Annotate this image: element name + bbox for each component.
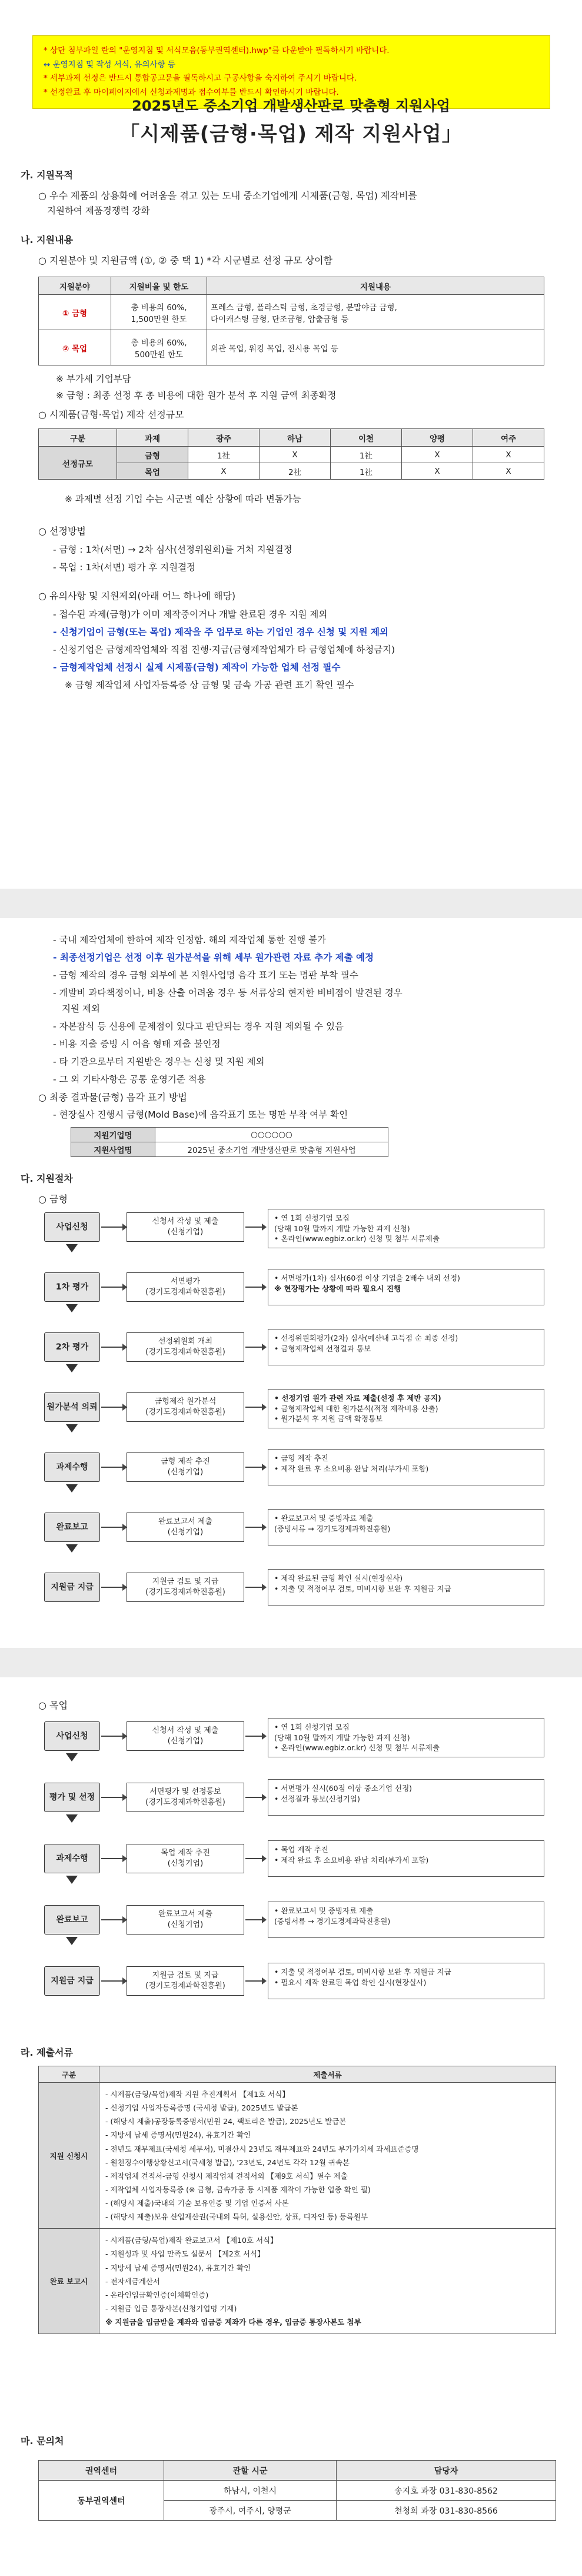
down-arrow — [66, 1364, 78, 1372]
flow-step: 지원금 지급 — [44, 1573, 100, 1602]
flow-notes: • 목업 제작 추진 • 제작 완료 후 소요비용 완납 처리(부가세 포함) — [268, 1840, 544, 1877]
table-cell: 1社 — [188, 447, 260, 463]
flow-arrow — [101, 1527, 124, 1528]
list-item: - 제작업체 사업자등록증 (※ 금형, 금속가공 등 시제품 제작이 가능한 업종 확인 필) — [105, 2185, 371, 2194]
flow-step: 2차 평가 — [44, 1332, 100, 1362]
table-header: 이천 — [331, 429, 402, 447]
notice-line: ↔ 운영지침 및 작성 서식, 유의사항 등 — [44, 59, 175, 69]
table-cell: 지원기업명 — [71, 1128, 155, 1142]
contact-table — [38, 2460, 556, 2521]
section-heading: 라. 제출서류 — [21, 2047, 73, 2058]
list-item: - 신청기업이 금형(또는 목업) 제작을 주 업무로 하는 기업인 경우 신청 및 지원 제외 — [53, 627, 388, 637]
table-cell: 목업 — [117, 463, 188, 480]
page-subtitle: 2025년도 중소기업 개발생산판로 맞춤형 지원사업 — [132, 98, 450, 114]
flow-arrow — [245, 1407, 263, 1408]
list-item: - 국내 제작업체에 한하여 제작 인정함. 해외 제작업체 통한 진행 불가 — [53, 935, 327, 945]
table-header: 양평 — [402, 429, 473, 447]
list-item: - 시제품(금형/목업)제작 완료보고서 【제10호 서식】 — [105, 2236, 278, 2245]
list-item: - 접수된 과제(금형)가 이미 제작중이거나 개발 완료된 경우 지원 제외 — [53, 609, 328, 620]
table-cell: ② 목업 — [39, 330, 111, 365]
table-cell: X — [188, 463, 260, 480]
table-cell: 프레스 금형, 플라스틱 금형, 초경금형, 분말야금 금형, 다이캐스팅 금형, 단조금형, 압출금형 등 — [207, 295, 544, 330]
flow-box: 금형 제작 추진 (신청기업) — [127, 1452, 244, 1482]
table-header: 여주 — [473, 429, 544, 447]
table-header: 지원분야 — [39, 277, 111, 295]
section-text: ○ 유의사항 및 지원제외(아래 어느 하나에 해당) — [38, 590, 236, 601]
flow-box: 금형제작 원가분석 (경기도경제과학진흥원) — [127, 1392, 244, 1422]
section-text: 지원하여 제품경쟁력 강화 — [47, 205, 150, 216]
flow-notes: • 완료보고서 및 증빙자료 제출 (증빙서류 → 경기도경제과학진흥원) — [268, 1902, 544, 1938]
flow-arrow — [245, 1858, 263, 1859]
flow-step: 원가분석 의뢰 — [44, 1392, 100, 1422]
list-item: - 지원성과 및 사업 만족도 설문서 【제2호 서식】 — [105, 2249, 265, 2259]
flow-arrow — [245, 1736, 263, 1737]
flow-box: 지원금 검토 및 지급 (경기도경제과학진흥원) — [127, 1573, 244, 1602]
page-2 — [0, 918, 582, 1648]
list-item: - 원천징수이행상황신고서(국세청 발급), '23년도, 24년도 각각 12월 귀속본 — [105, 2158, 350, 2167]
table-cell: 총 비용의 60%, 1,500만원 한도 — [111, 295, 207, 330]
note: ※ 금형 : 최종 선정 후 총 비용에 대한 원가 분석 후 지원 금액 최종확정 — [56, 390, 337, 401]
flow-arrow — [101, 1347, 124, 1348]
list-item: - 온라인입금확인증(이체확인증) — [105, 2290, 209, 2299]
down-arrow — [66, 1937, 78, 1945]
list-item: - 금형제작업체 선정시 실제 시제품(금형) 제작이 가능한 업체 선정 필수 — [53, 662, 341, 673]
flow-step: 과제수행 — [44, 1452, 100, 1482]
table-cell: ○○○○○○ — [155, 1128, 388, 1142]
down-arrow — [66, 1304, 78, 1312]
flow-arrow — [245, 1226, 263, 1228]
list-item: - 시제품(금형/목업)제작 지원 추진계획서 【제1호 서식】 — [105, 2090, 290, 2099]
table-cell: 지원사업명 — [71, 1142, 155, 1157]
flow-arrow — [245, 1527, 263, 1528]
down-arrow — [66, 1544, 78, 1553]
flow-arrow — [245, 1919, 263, 1920]
table-cell: X — [260, 447, 331, 463]
section-text: ○ 시제품(금형·목업) 제작 선정규모 — [38, 409, 184, 420]
flow-arrow — [245, 1347, 263, 1348]
list-item: - 현장실사 진행시 금형(Mold Base)에 음각표기 또는 명판 부착 여부 확인 — [53, 1109, 348, 1120]
down-arrow — [66, 1484, 78, 1493]
section-text: ○ 금형 — [38, 1194, 68, 1205]
list-item: - 금형 : 1차(서면) → 2차 심사(선정위원회)를 거쳐 지원결정 — [53, 544, 292, 555]
table-cell: 외관 목업, 워킹 목업, 전시용 목업 등 — [207, 330, 544, 365]
flow-box: 완료보고서 제출 (신청기업) — [127, 1513, 244, 1542]
engrave-table — [71, 1127, 388, 1157]
flow-notes: • 금형 제작 추진 • 제작 완료 후 소요비용 완납 처리(부가세 포함) — [268, 1449, 544, 1485]
list-item: - 전자세금계산서 — [105, 2276, 161, 2286]
table-header: 지원비율 및 한도 — [111, 277, 207, 295]
table-cell: 1社 — [331, 447, 402, 463]
table-cell: X — [473, 463, 544, 480]
flow-step: 평가 및 선정 — [44, 1783, 100, 1812]
table-cell: 총 비용의 60%, 500만원 한도 — [111, 330, 207, 365]
down-arrow — [66, 1244, 78, 1252]
flow-notes: • 서면평가(1차) 심사(60점 이상 기업을 2배수 내외 선정) ※ 현장평가는 상황에 따라 필요시 진행 — [268, 1269, 544, 1305]
flow-arrow — [101, 1467, 124, 1468]
flow-notes: • 완료보고서 및 증빙자료 제출 (증빙서류 → 경기도경제과학진흥원) — [268, 1509, 544, 1545]
table-header: 관할 시군 — [164, 2461, 337, 2481]
flow-step: 완료보고 — [44, 1905, 100, 1935]
section-text: ○ 우수 제품의 상용화에 어려움을 겪고 있는 도내 중소기업에게 시제품(금형, 목업) 제작비를 — [38, 190, 417, 201]
table-cell: 송지호 과장 031-830-8562 — [337, 2481, 556, 2501]
doc-group-label: 지원 신청시 — [39, 2083, 99, 2229]
section-text: ○ 목업 — [38, 1700, 68, 1711]
flow-notes: • 연 1회 신청기업 모집 (당해 10월 말까지 개발 가능한 과제 신청) • 온라인(www.egbiz.or.kr) 신청 및 첨부 서류제출 — [268, 1209, 544, 1248]
list-item: - 그 외 기타사항은 공통 운영기준 적용 — [53, 1074, 206, 1085]
list-item: - 개발비 과다책정이나, 비용 산출 어려움 경우 등 서류상의 현저한 비비점이 발견된 경우 — [53, 988, 403, 998]
flow-box: 신청서 작성 및 제출 (신청기업) — [127, 1212, 244, 1242]
flow-step: 사업신청 — [44, 1721, 100, 1751]
table-cell: 광주시, 여주시, 양평군 — [164, 2501, 337, 2521]
list-item: - 지원금 입금 통장사본(신청기업명 기재) — [105, 2304, 237, 2313]
table-cell: 하남시, 이천시 — [164, 2481, 337, 2501]
flow-arrow — [101, 1919, 124, 1920]
table-header: 지원내용 — [207, 277, 544, 295]
list-item: - 비용 지출 증빙 시 어음 형태 제출 불인정 — [53, 1039, 221, 1049]
flow-arrow — [245, 1980, 263, 1982]
note: ※ 금형 제작업체 사업자등록증 상 금형 및 금속 가공 관련 표기 확인 필수 — [65, 680, 354, 690]
table-cell: 동부권역센터 — [39, 2481, 164, 2521]
flow-arrow — [101, 1797, 124, 1798]
list-item: - 타 기관으로부터 지원받은 경우는 신청 및 지원 제외 — [53, 1056, 265, 1067]
flow-step: 사업신청 — [44, 1212, 100, 1242]
flow-notes: • 선정기업 원가 관련 자료 제출(선정 후 제반 공지) • 금형제작업체 대한 원가분석(적정 제작비용 산출) • 원가분석 후 지원 금액 확정통보 — [268, 1389, 544, 1428]
table-cell: ① 금형 — [39, 295, 111, 330]
table-header: 권역센터 — [39, 2461, 164, 2481]
doc-list — [99, 2083, 556, 2229]
list-item: - 지방세 납세 증명서(민원24), 유효기간 확인 — [105, 2263, 251, 2272]
down-arrow — [66, 1424, 78, 1432]
down-arrow — [66, 1753, 78, 1761]
table-cell: X — [473, 447, 544, 463]
down-arrow — [66, 1814, 78, 1823]
flow-box: 서면평가 (경기도경제과학진흥원) — [127, 1272, 244, 1302]
flow-arrow — [101, 1226, 124, 1228]
flow-arrow — [245, 1287, 263, 1288]
flow-notes: • 선정위원회평가(2차) 심사(예산내 고득점 순 최종 선정) • 금형제작업체 선정결과 통보 — [268, 1329, 544, 1365]
flow-step: 지원금 지급 — [44, 1966, 100, 1996]
table-cell: 2025년 중소기업 개발생산판로 맞춤형 지원사업 — [155, 1142, 388, 1157]
table-cell: 1社 — [331, 463, 402, 480]
list-item: - (해당시 제출)보유 산업재산권(국내외 특허, 실용신안, 상표, 디자인 등) 등록원부 — [105, 2212, 368, 2222]
notice-line: * 세부과제 선정은 반드시 통합공고문을 필독하시고 구공사항을 숙지하여 주시기 바랍니다. — [44, 74, 357, 84]
flow-box: 서면평가 및 선정통보 (경기도경제과학진흥원) — [127, 1783, 244, 1812]
flow-arrow — [245, 1467, 263, 1468]
flow-step: 1차 평가 — [44, 1272, 100, 1302]
doc-list — [99, 2229, 556, 2334]
table-header: 구분 — [39, 429, 117, 447]
table-header: 과제 — [117, 429, 188, 447]
page-3 — [0, 1677, 582, 2576]
list-item: - 전년도 재무제표(국세청 세무서), 미결산시 23년도 재무제표와 24년도 부가가치세 과세표준증명 — [105, 2144, 419, 2153]
table-cell: 금형 — [117, 447, 188, 463]
table-header: 제출서류 — [99, 2066, 556, 2083]
down-arrow — [66, 1876, 78, 1884]
flow-notes: • 제작 완료된 금형 확인 실시(현장실사) • 지출 및 적정여부 검토, 미비시항 보완 후 지원금 지급 — [268, 1569, 544, 1606]
flow-arrow — [101, 1980, 124, 1982]
table-header: 담당자 — [337, 2461, 556, 2481]
flow-notes: • 연 1회 신청기업 모집 (당해 10월 말까지 개발 가능한 과제 신청) • 온라인(www.egbiz.or.kr) 신청 및 첨부 서류제출 — [268, 1718, 544, 1757]
flow-step: 완료보고 — [44, 1513, 100, 1542]
list-item: - 자본잠식 등 신용에 문제점이 있다고 판단되는 경우 지원 제외될 수 있음 — [53, 1021, 344, 1032]
flow-box: 완료보고서 제출 (신청기업) — [127, 1905, 244, 1935]
section-heading: 마. 문의처 — [21, 2435, 64, 2447]
flow-box: 신청서 작성 및 제출 (신청기업) — [127, 1721, 244, 1751]
table-cell: X — [402, 463, 473, 480]
flow-notes: • 서면평가 실시(60점 이상 중소기업 선정) • 선정결과 통보(신청기업) — [268, 1779, 544, 1816]
scale-table — [38, 428, 544, 480]
list-item: - 제작업체 견적서-금형 신청시 제작업체 견적서외 【제9호 서식】필수 제출 — [105, 2171, 348, 2181]
page-1 — [0, 0, 582, 889]
list-item: - 목업 : 1차(서면) 평가 후 지원결정 — [53, 562, 196, 573]
flow-arrow — [245, 1587, 263, 1588]
list-item: - 신청기업은 금형제작업체와 직접 진행·지급(금형제작업체가 타 금형업체에 하청금지) — [53, 644, 395, 655]
flow-arrow — [101, 1858, 124, 1859]
table-cell: 2社 — [260, 463, 331, 480]
list-item: - (해당시 제출)국내외 기술 보유인증 및 기업 인증서 사본 — [105, 2199, 289, 2208]
list-item: 지원 제외 — [62, 1003, 100, 1014]
list-item: - 금형 제작의 경우 금형 외부에 본 지원사업명 음각 표기 또는 명판 부착 필수 — [53, 970, 358, 980]
flow-step: 과제수행 — [44, 1844, 100, 1873]
flow-arrow — [101, 1736, 124, 1737]
note: ※ 부가세 기업부담 — [56, 374, 131, 384]
doc-group-label: 완료 보고시 — [39, 2229, 99, 2334]
flow-arrow — [101, 1287, 124, 1288]
flow-box: 목업 제작 추진 (신청기업) — [127, 1844, 244, 1873]
support-table — [38, 277, 544, 365]
table-row-head: 선정규모 — [39, 447, 117, 480]
section-text: ○ 지원분야 및 지원금액 (①, ② 중 택 1) *각 시군별로 선정 규모 상이함 — [38, 255, 333, 266]
flow-box: 선정위원회 개최 (경기도경제과학진흥원) — [127, 1332, 244, 1362]
section-heading: 나. 지원내용 — [21, 234, 73, 245]
flow-arrow — [101, 1587, 124, 1588]
list-item: - (해당시 제출)공장등록증명서(민원 24, 팩토리온 발급), 2025년도 발급본 — [105, 2117, 347, 2126]
flow-box: 지원금 검토 및 지급 (경기도경제과학진흥원) — [127, 1966, 244, 1996]
flow-notes: • 지출 및 적정여부 검토, 미비시항 보완 후 지원금 지급 • 필요시 제작 완료된 목업 확인 실시(현장실사) — [268, 1963, 544, 1999]
note: ※ 과제별 선정 기업 수는 시군별 예산 상황에 따라 변동가능 — [65, 494, 301, 504]
page-title: 「시제품(금형·목업) 제작 지원사업」 — [119, 122, 463, 146]
list-item: - 최종선정기업은 선정 이후 원가분석을 위해 세부 원가관련 자료 추가 제출 예정 — [53, 952, 374, 963]
notice-line: * 상단 첨부파일 란의 "운영지침 및 서식모음(동부권역센터).hwp"를 다운받아 필독하시기 바랍니다. — [44, 46, 390, 55]
list-item: ※ 지원금을 입금받을 계좌와 입금증 계좌가 다른 경우, 입금증 통장사본도 첨부 — [105, 2318, 361, 2326]
section-text: ○ 선정방법 — [38, 526, 86, 537]
documents-table — [38, 2066, 556, 2334]
list-item: - 신청기업 사업자등록증명 (국세청 발급), 2025년도 발급본 — [105, 2103, 298, 2113]
list-item: - 지방세 납세 증명서(민원24), 유효기간 확인 — [105, 2130, 251, 2140]
section-heading: 가. 지원목적 — [21, 169, 73, 181]
section-heading: 다. 지원절차 — [21, 1173, 73, 1184]
table-cell: 천청희 과장 031-830-8566 — [337, 2501, 556, 2521]
table-cell: X — [402, 447, 473, 463]
flow-arrow — [101, 1407, 124, 1408]
notice-line: * 선정완료 후 마이페이지에서 신청과제명과 접수여부를 반드시 확인하시기 바랍니다. — [44, 87, 339, 97]
table-header: 하남 — [260, 429, 331, 447]
flow-arrow — [245, 1797, 263, 1798]
table-header: 구분 — [39, 2066, 99, 2083]
section-text: ○ 최종 결과물(금형) 음각 표기 방법 — [38, 1092, 187, 1103]
table-header: 광주 — [188, 429, 260, 447]
